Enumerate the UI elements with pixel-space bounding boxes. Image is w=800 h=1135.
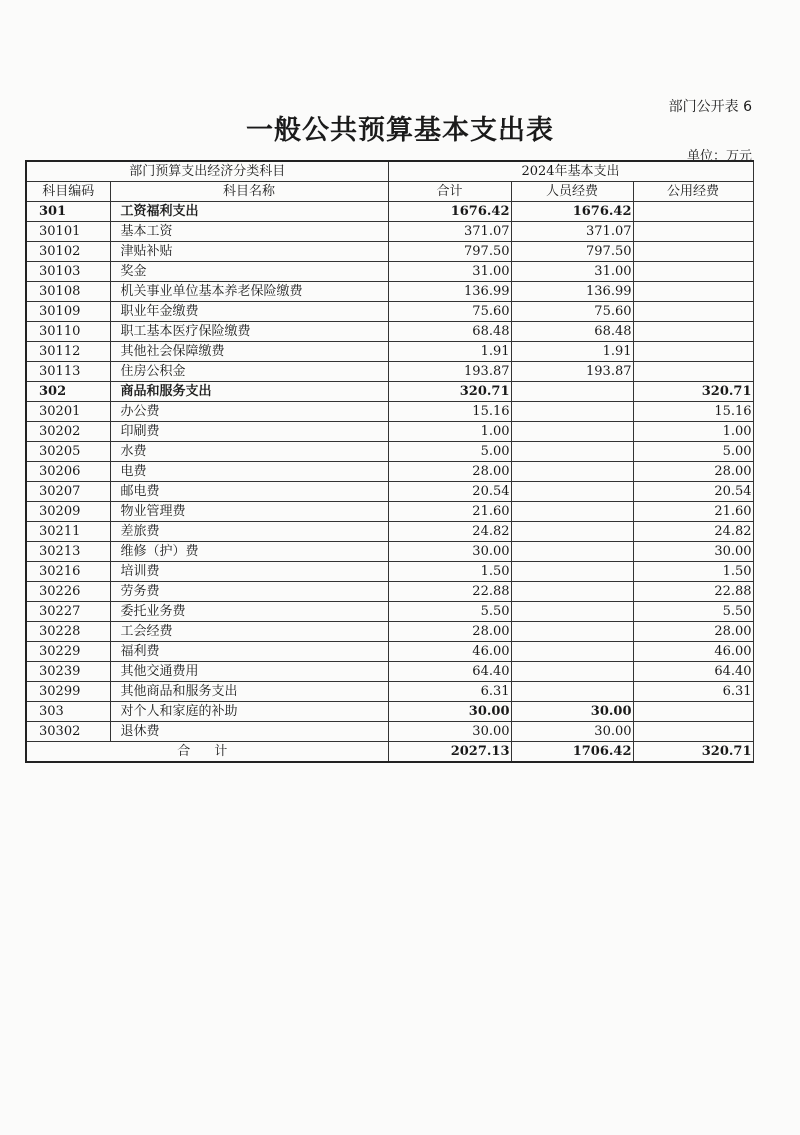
cell-total: 5.00 xyxy=(388,442,511,462)
cell-total: 20.54 xyxy=(388,482,511,502)
cell-public xyxy=(633,282,753,302)
cell-personnel: 31.00 xyxy=(511,262,633,282)
table-row xyxy=(26,502,753,522)
cell-personnel: 136.99 xyxy=(511,282,633,302)
page-title: 一般公共预算基本支出表 xyxy=(246,115,554,146)
cell-code: 30202 xyxy=(26,422,110,442)
cell-total: 30.00 xyxy=(388,722,511,742)
cell-code: 30227 xyxy=(26,602,110,622)
table-row xyxy=(26,542,753,562)
cell-public: 15.16 xyxy=(633,402,753,422)
cell-total: 1.00 xyxy=(388,422,511,442)
cell-code: 30201 xyxy=(26,402,110,422)
cell-name: 劳务费 xyxy=(110,582,388,602)
cell-public: 64.40 xyxy=(633,662,753,682)
total-label: 合 计 xyxy=(26,742,388,763)
cell-code: 30299 xyxy=(26,682,110,702)
cell-name: 邮电费 xyxy=(110,482,388,502)
cell-personnel xyxy=(511,642,633,662)
total-public: 320.71 xyxy=(633,742,753,763)
cell-total: 30.00 xyxy=(388,702,511,722)
cell-code: 30229 xyxy=(26,642,110,662)
cell-public xyxy=(633,262,753,282)
header-group-row xyxy=(26,161,753,182)
cell-code: 30113 xyxy=(26,362,110,382)
cell-total: 320.71 xyxy=(388,382,511,402)
cell-personnel xyxy=(511,442,633,462)
cell-personnel: 797.50 xyxy=(511,242,633,262)
cell-total: 1.91 xyxy=(388,342,511,362)
cell-personnel xyxy=(511,422,633,442)
table-row xyxy=(26,682,753,702)
cell-name: 职工基本医疗保险缴费 xyxy=(110,322,388,342)
table-row xyxy=(26,382,753,402)
table-row xyxy=(26,322,753,342)
cell-name: 维修（护）费 xyxy=(110,542,388,562)
cell-name: 奖金 xyxy=(110,262,388,282)
cell-name: 商品和服务支出 xyxy=(110,382,388,402)
cell-personnel: 1676.42 xyxy=(511,202,633,222)
table-row xyxy=(26,422,753,442)
header-group-left: 部门预算支出经济分类科目 xyxy=(26,161,388,182)
cell-public xyxy=(633,302,753,322)
cell-personnel xyxy=(511,682,633,702)
header-total: 合计 xyxy=(388,182,511,202)
table-body xyxy=(26,202,753,742)
cell-public: 6.31 xyxy=(633,682,753,702)
cell-code: 302 xyxy=(26,382,110,402)
cell-personnel xyxy=(511,522,633,542)
cell-code: 30209 xyxy=(26,502,110,522)
cell-personnel: 30.00 xyxy=(511,722,633,742)
cell-total: 371.07 xyxy=(388,222,511,242)
cell-total: 75.60 xyxy=(388,302,511,322)
cell-public: 5.00 xyxy=(633,442,753,462)
cell-public: 30.00 xyxy=(633,542,753,562)
cell-code: 30112 xyxy=(26,342,110,362)
cell-public: 46.00 xyxy=(633,642,753,662)
budget-table xyxy=(25,160,754,763)
table-row xyxy=(26,642,753,662)
total-sum: 2027.13 xyxy=(388,742,511,763)
table-row xyxy=(26,482,753,502)
cell-code: 30216 xyxy=(26,562,110,582)
cell-name: 印刷费 xyxy=(110,422,388,442)
cell-personnel: 1.91 xyxy=(511,342,633,362)
cell-total: 6.31 xyxy=(388,682,511,702)
cell-name: 办公费 xyxy=(110,402,388,422)
cell-name: 其他商品和服务支出 xyxy=(110,682,388,702)
total-row xyxy=(26,742,753,763)
cell-personnel xyxy=(511,482,633,502)
table-row xyxy=(26,362,753,382)
table-row xyxy=(26,702,753,722)
table-row xyxy=(26,242,753,262)
cell-name: 基本工资 xyxy=(110,222,388,242)
cell-code: 301 xyxy=(26,202,110,222)
cell-personnel xyxy=(511,402,633,422)
cell-personnel xyxy=(511,622,633,642)
cell-total: 30.00 xyxy=(388,542,511,562)
unit-label: 单位：万元 xyxy=(686,149,752,164)
cell-total: 24.82 xyxy=(388,522,511,542)
table-row xyxy=(26,462,753,482)
cell-public: 28.00 xyxy=(633,622,753,642)
cell-public xyxy=(633,702,753,722)
cell-name: 委托业务费 xyxy=(110,602,388,622)
cell-name: 电费 xyxy=(110,462,388,482)
header-column-row xyxy=(26,182,753,202)
cell-name: 其他社会保障缴费 xyxy=(110,342,388,362)
cell-total: 5.50 xyxy=(388,602,511,622)
header-group-right: 2024年基本支出 xyxy=(388,161,753,182)
cell-personnel xyxy=(511,602,633,622)
cell-personnel xyxy=(511,582,633,602)
cell-total: 193.87 xyxy=(388,362,511,382)
cell-code: 30101 xyxy=(26,222,110,242)
cell-name: 工资福利支出 xyxy=(110,202,388,222)
cell-public: 20.54 xyxy=(633,482,753,502)
header-personnel: 人员经费 xyxy=(511,182,633,202)
cell-public: 28.00 xyxy=(633,462,753,482)
cell-code: 30207 xyxy=(26,482,110,502)
cell-name: 差旅费 xyxy=(110,522,388,542)
header-name: 科目名称 xyxy=(110,182,388,202)
cell-total: 46.00 xyxy=(388,642,511,662)
cell-public xyxy=(633,242,753,262)
table-row xyxy=(26,402,753,422)
cell-public xyxy=(633,202,753,222)
table-row xyxy=(26,582,753,602)
cell-public xyxy=(633,722,753,742)
cell-personnel: 68.48 xyxy=(511,322,633,342)
cell-personnel xyxy=(511,542,633,562)
table-row xyxy=(26,662,753,682)
table-row xyxy=(26,522,753,542)
table-row xyxy=(26,222,753,242)
cell-total: 28.00 xyxy=(388,622,511,642)
cell-personnel xyxy=(511,462,633,482)
cell-code: 30213 xyxy=(26,542,110,562)
cell-public xyxy=(633,322,753,342)
table-row xyxy=(26,342,753,362)
header-public: 公用经费 xyxy=(633,182,753,202)
total-personnel: 1706.42 xyxy=(511,742,633,763)
cell-total: 31.00 xyxy=(388,262,511,282)
cell-personnel xyxy=(511,662,633,682)
table-row xyxy=(26,602,753,622)
cell-code: 30228 xyxy=(26,622,110,642)
cell-name: 物业管理费 xyxy=(110,502,388,522)
cell-total: 68.48 xyxy=(388,322,511,342)
cell-public: 320.71 xyxy=(633,382,753,402)
cell-total: 1.50 xyxy=(388,562,511,582)
table-row xyxy=(26,442,753,462)
cell-total: 64.40 xyxy=(388,662,511,682)
table-row xyxy=(26,282,753,302)
cell-name: 培训费 xyxy=(110,562,388,582)
cell-code: 30108 xyxy=(26,282,110,302)
cell-total: 22.88 xyxy=(388,582,511,602)
cell-name: 工会经费 xyxy=(110,622,388,642)
cell-public: 1.50 xyxy=(633,562,753,582)
cell-public: 21.60 xyxy=(633,502,753,522)
cell-public xyxy=(633,342,753,362)
cell-name: 退休费 xyxy=(110,722,388,742)
page-label: 部门公开表 6 xyxy=(668,99,752,115)
table-row xyxy=(26,562,753,582)
cell-personnel: 193.87 xyxy=(511,362,633,382)
table-row xyxy=(26,202,753,222)
cell-name: 津贴补贴 xyxy=(110,242,388,262)
cell-name: 职业年金缴费 xyxy=(110,302,388,322)
cell-name: 对个人和家庭的补助 xyxy=(110,702,388,722)
cell-code: 30110 xyxy=(26,322,110,342)
cell-total: 136.99 xyxy=(388,282,511,302)
cell-public: 22.88 xyxy=(633,582,753,602)
cell-name: 水费 xyxy=(110,442,388,462)
cell-name: 福利费 xyxy=(110,642,388,662)
cell-public: 5.50 xyxy=(633,602,753,622)
cell-total: 15.16 xyxy=(388,402,511,422)
table-row xyxy=(26,622,753,642)
cell-personnel xyxy=(511,502,633,522)
cell-personnel xyxy=(511,382,633,402)
cell-code: 30206 xyxy=(26,462,110,482)
table-row xyxy=(26,262,753,282)
cell-public: 1.00 xyxy=(633,422,753,442)
cell-code: 30302 xyxy=(26,722,110,742)
cell-total: 28.00 xyxy=(388,462,511,482)
cell-personnel: 371.07 xyxy=(511,222,633,242)
cell-total: 797.50 xyxy=(388,242,511,262)
cell-code: 303 xyxy=(26,702,110,722)
cell-code: 30205 xyxy=(26,442,110,462)
cell-name: 其他交通费用 xyxy=(110,662,388,682)
cell-public xyxy=(633,222,753,242)
cell-personnel: 30.00 xyxy=(511,702,633,722)
cell-code: 30103 xyxy=(26,262,110,282)
cell-name: 机关事业单位基本养老保险缴费 xyxy=(110,282,388,302)
cell-code: 30102 xyxy=(26,242,110,262)
cell-code: 30109 xyxy=(26,302,110,322)
cell-total: 21.60 xyxy=(388,502,511,522)
cell-code: 30239 xyxy=(26,662,110,682)
cell-personnel: 75.60 xyxy=(511,302,633,322)
cell-personnel xyxy=(511,562,633,582)
cell-total: 1676.42 xyxy=(388,202,511,222)
header-code: 科目编码 xyxy=(26,182,110,202)
cell-code: 30226 xyxy=(26,582,110,602)
table-row xyxy=(26,302,753,322)
cell-public xyxy=(633,362,753,382)
cell-name: 住房公积金 xyxy=(110,362,388,382)
cell-code: 30211 xyxy=(26,522,110,542)
cell-public: 24.82 xyxy=(633,522,753,542)
table-row xyxy=(26,722,753,742)
